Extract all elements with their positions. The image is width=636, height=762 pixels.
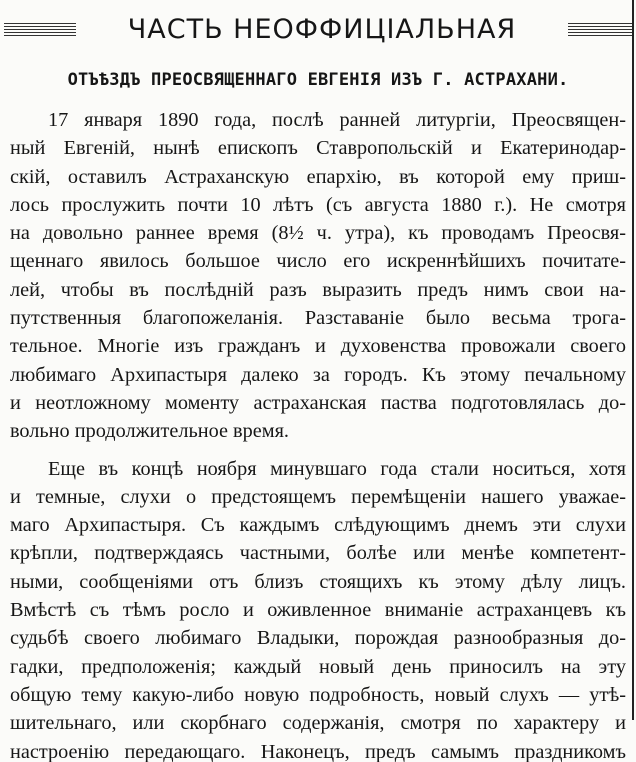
text-line: тельное. Многіе изъ гражданъ и духовенства провожали своего — [10, 335, 626, 358]
paragraph-1 — [10, 106, 626, 446]
text-line: вольно продолжительное время. — [10, 420, 289, 443]
text-line: и темные, слухи о предстоящемъ перемѣщеніи нашего уважае- — [10, 485, 626, 508]
text-line: лей, чтобы въ послѣдній разъ выразить предъ нимъ свои на- — [10, 278, 626, 301]
paragraph-2 — [10, 455, 626, 762]
text-line: лось прослужить почти 10 лѣтъ (съ августа 1880 г.). Не смотря — [10, 193, 626, 216]
page-edge-rule — [632, 0, 634, 720]
text-line: ными, сообщеніями отъ близъ стоящихъ къ этому дѣлу лицъ. — [10, 570, 626, 593]
header-ornament-right — [568, 23, 632, 37]
header-ornament-left — [4, 23, 76, 37]
article-body — [10, 106, 626, 762]
text-line: шительнаго, или скорбнаго содержанія, смотря по характеру и — [10, 712, 626, 735]
text-line: и неотложному моменту астраханская паства подготовлялась до- — [10, 391, 626, 414]
text-line: 17 января 1890 года, послѣ ранней литургіи, Преосвящен- — [48, 109, 626, 131]
text-line: общую тему какую-либо новую подробность, новый слухъ — утѣ- — [10, 683, 626, 706]
article-title: ОТЪѢЗДЪ ПРЕОСВЯЩЕННАГО ЕВГЕНІЯ ИЗЪ Г. АСТРАХАНИ. — [67, 70, 569, 90]
text-line: скій, оставилъ Астраханскую епархію, въ которой ему приш- — [10, 165, 626, 188]
text-line: крѣпли, подтверждаясь частными, болѣе или менѣе компетент- — [10, 542, 626, 565]
text-line: ный Евгеній, нынѣ епископъ Ставропольскій и Екатеринодар- — [10, 137, 626, 160]
text-line: путственныя благопожеланія. Разставаніе было весьма трога- — [10, 307, 626, 330]
section-title: ЧАСТЬ НЕОФФИЦІАЛЬНАЯ — [127, 14, 517, 45]
text-line: гадки, предположенія; каждый новый день приносилъ на эту — [10, 655, 626, 678]
text-line: Вмѣстѣ съ тѣмъ росло и оживленное вниманіе астраханцевъ къ — [10, 599, 626, 622]
text-line: щеннаго явилось большое число его искреннѣйшихъ почитате- — [10, 250, 626, 273]
text-line: на довольно раннее время (8½ ч. утра), къ проводамъ Преосвя- — [10, 222, 626, 245]
text-line: Еще въ концѣ ноября минувшаго года стали носиться, хотя — [48, 457, 626, 480]
text-line: маго Архипастыря. Съ каждымъ слѣдующимъ днемъ эти слухи — [10, 514, 626, 537]
text-line: судьбѣ своего любимаго Владыки, порождая разнообразныя до- — [10, 627, 626, 650]
text-line: любимаго Архипастыря далеко за городъ. Къ этому печальному — [10, 363, 626, 386]
section-header — [4, 10, 632, 52]
text-line: настроенію передающаго. Наконецъ, предъ самымъ праздникомъ — [10, 740, 626, 762]
